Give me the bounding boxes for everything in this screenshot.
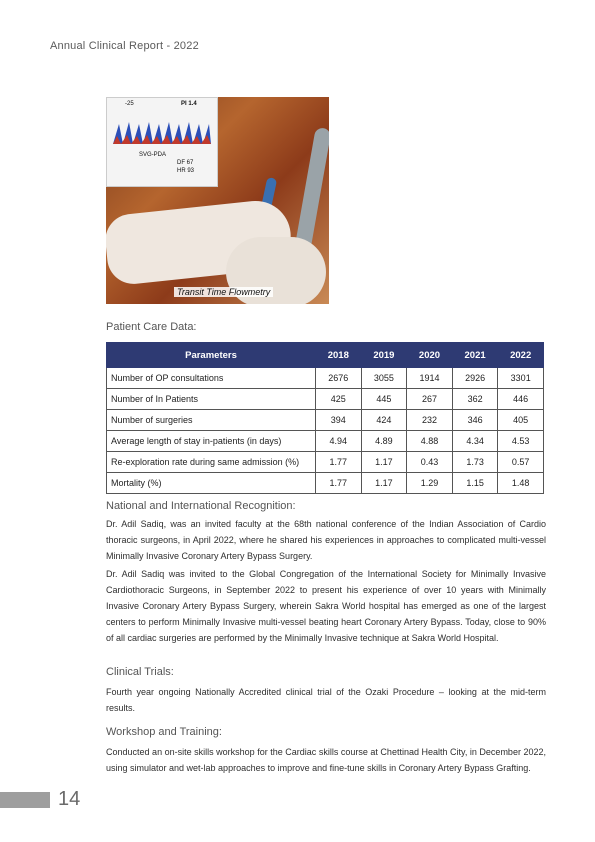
screen-hr: HR 93 bbox=[177, 168, 195, 174]
table-cell: Number of OP consultations bbox=[107, 368, 316, 389]
table-cell: 446 bbox=[498, 389, 544, 410]
table-header: 2021 bbox=[452, 343, 498, 368]
table-cell: 0.43 bbox=[407, 452, 453, 473]
table-cell: 2676 bbox=[316, 368, 362, 389]
patient-care-table bbox=[106, 342, 544, 494]
table-header-row bbox=[107, 343, 544, 368]
heading-trials: Clinical Trials: bbox=[106, 666, 174, 678]
table-cell: 4.94 bbox=[316, 431, 362, 452]
table-cell: 3055 bbox=[361, 368, 407, 389]
figure-caption: Transit Time Flowmetry bbox=[174, 287, 273, 297]
table-cell: 1914 bbox=[407, 368, 453, 389]
table-cell: 267 bbox=[407, 389, 453, 410]
table-row bbox=[107, 410, 544, 431]
table-cell: 425 bbox=[316, 389, 362, 410]
heading-recognition: National and International Recognition: bbox=[106, 500, 296, 512]
paragraph-workshop: Conducted an on-site skills workshop for the Cardiac skills course at Chettinad Health City, in December 2022, using simulator and wet-lab approaches to improve and fine-tune skills in Coronary Artery Bypass Grafting. bbox=[106, 747, 546, 773]
table-cell: 1.17 bbox=[361, 452, 407, 473]
table-cell: 1.77 bbox=[316, 473, 362, 494]
table-row bbox=[107, 431, 544, 452]
table-cell: Average length of stay in-patients (in days) bbox=[107, 431, 316, 452]
table-cell: 4.88 bbox=[407, 431, 453, 452]
screen-legend: SVG-PDA bbox=[139, 152, 167, 158]
flow-waveform bbox=[113, 116, 211, 146]
surgery-photo bbox=[106, 97, 329, 304]
table-cell: 424 bbox=[361, 410, 407, 431]
table-header: 2018 bbox=[316, 343, 362, 368]
screen-scale: -25 bbox=[125, 101, 134, 107]
table-cell: 1.29 bbox=[407, 473, 453, 494]
table-row bbox=[107, 452, 544, 473]
flowmeter-screen bbox=[106, 97, 218, 187]
table-cell: 4.89 bbox=[361, 431, 407, 452]
table-row bbox=[107, 389, 544, 410]
table-cell: 1.48 bbox=[498, 473, 544, 494]
table-cell: Number of In Patients bbox=[107, 389, 316, 410]
heading-patient-care: Patient Care Data: bbox=[106, 321, 197, 333]
table-cell: 394 bbox=[316, 410, 362, 431]
table-cell: 1.15 bbox=[452, 473, 498, 494]
table-cell: 1.73 bbox=[452, 452, 498, 473]
page-number: 14 bbox=[58, 788, 81, 810]
paragraph-trials: Fourth year ongoing Nationally Accredited clinical trial of the Ozaki Procedure – looking at the mid-term results. bbox=[106, 687, 546, 713]
table-cell: Number of surgeries bbox=[107, 410, 316, 431]
running-title: Annual Clinical Report - 2022 bbox=[50, 40, 199, 52]
table-cell: 405 bbox=[498, 410, 544, 431]
paragraph-recognition-1: Dr. Adil Sadiq, was an invited faculty at the 68th national conference of the Indian Association of Cardio thoracic surgeons, in April 2022, where he shared his experiences in approaches to complicated multi-vessel Minimally Invasive Coronary Artery Bypass Surgery. bbox=[106, 519, 546, 561]
screen-df: DF 67 bbox=[177, 160, 194, 166]
table-cell: 232 bbox=[407, 410, 453, 431]
table-cell: Re-exploration rate during same admission (%) bbox=[107, 452, 316, 473]
table-cell: 1.17 bbox=[361, 473, 407, 494]
table-cell: 362 bbox=[452, 389, 498, 410]
table-cell: 2926 bbox=[452, 368, 498, 389]
table-header: 2022 bbox=[498, 343, 544, 368]
table-header: 2019 bbox=[361, 343, 407, 368]
table-row bbox=[107, 368, 544, 389]
table-row bbox=[107, 473, 544, 494]
table-cell: 0.57 bbox=[498, 452, 544, 473]
paragraph-recognition-2: Dr. Adil Sadiq was invited to the Global Congregation of the International Society for Minimally Invasive Cardiothoracic Surgeons, in September 2022 to present his experience of over 10 years with Minimally Invasive Coronary Artery Bypass Surgery, wherein Sakra World hospital has emerged as one of the largest centers to perform Minimally Invasive multi-vessel beating heart Coronary Artery Bypass. Today, close to 90% of all cardiac surgeries are performed by the Minimally Invasive technique at Sakra World Hospital. bbox=[106, 569, 546, 643]
table-cell: 346 bbox=[452, 410, 498, 431]
table-cell: 1.77 bbox=[316, 452, 362, 473]
table-cell: Mortality (%) bbox=[107, 473, 316, 494]
heading-workshop: Workshop and Training: bbox=[106, 726, 222, 738]
table-cell: 4.34 bbox=[452, 431, 498, 452]
table-cell: 445 bbox=[361, 389, 407, 410]
table-cell: 4.53 bbox=[498, 431, 544, 452]
screen-pi: PI 1.4 bbox=[181, 101, 197, 107]
table-cell: 3301 bbox=[498, 368, 544, 389]
table-header: Parameters bbox=[107, 343, 316, 368]
page-number-tab bbox=[0, 792, 50, 808]
table-header: 2020 bbox=[407, 343, 453, 368]
